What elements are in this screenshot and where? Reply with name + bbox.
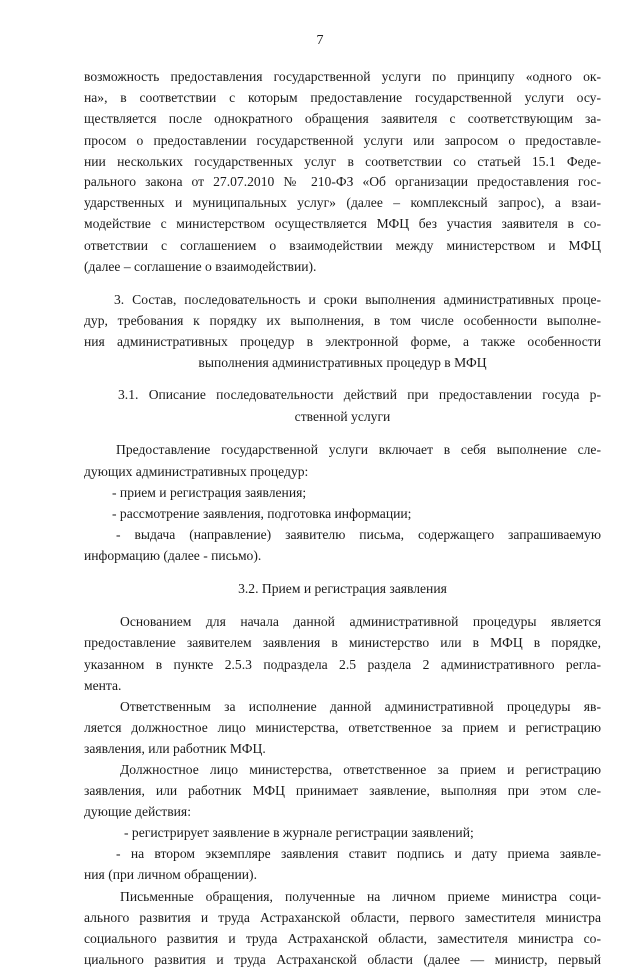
paragraph-line: (далее – соглашение о взаимодействии). <box>84 258 317 274</box>
paragraph-line: Должностное лицо министерства, ответственное за прием и регистрацию <box>120 761 601 777</box>
paragraph-line: модействие с министерством осуществляется МФЦ без участия заявителя в со- <box>84 216 601 232</box>
section-heading-line: выполнения административных процедур в МФЦ <box>198 355 487 371</box>
paragraph-line: заявления, или работник МФЦ принимает заявление, выполняя при этом сле- <box>84 782 601 798</box>
paragraph-line: ществляется после однократного обращения заявителя с соответствующим за- <box>84 111 601 127</box>
paragraph-line: информацию (далее - письмо). <box>84 548 262 564</box>
paragraph-line: на», в соответствии с которым предоставление государственной услуги осу- <box>84 90 601 106</box>
paragraph-line: дующих административных процедур: <box>84 463 309 479</box>
paragraph-line: просом о предоставлении государственной услуги или запросом о предоставле- <box>84 132 601 148</box>
paragraph-line: дующие действия: <box>84 803 191 819</box>
paragraph-line: Предоставление государственной услуги включает в себя выполнение сле- <box>116 442 601 458</box>
paragraph-line: Основанием для начала данной административной процедуры является <box>120 614 601 630</box>
paragraph-line: - на втором экземпляре заявления ставит подпись и дату приема заявле- <box>116 846 601 862</box>
section-heading-line: ственной услуги <box>294 408 391 424</box>
paragraph-line: - регистрирует заявление в журнале регистрации заявлений; <box>124 825 474 840</box>
paragraph-line: Письменные обращения, полученные на личном приеме министра соци- <box>120 888 601 904</box>
paragraph-line: Ответственным за исполнение данной административной процедуры яв- <box>120 698 601 714</box>
paragraph-line: - выдача (направление) заявителю письма, содержащего запрашиваемую <box>116 527 601 542</box>
paragraph-line: заявления, или работник МФЦ. <box>84 741 266 757</box>
paragraph-line: рального закона от 27.07.2010 № 210-ФЗ «Об организации предоставления гос- <box>84 174 601 189</box>
paragraph-line: указанном в пункте 2.5.3 подраздела 2.5 раздела 2 административного регла- <box>84 656 601 672</box>
section-heading-line: дур, требования к порядку их выполнения, в том числе особенности выполне- <box>84 312 601 328</box>
paragraph-line: возможность предоставления государственной услуги по принципу «одного ок- <box>84 69 601 84</box>
paragraph-line: - рассмотрение заявления, подготовка информации; <box>112 505 412 521</box>
paragraph-line: ального развития и труда Астраханской области, первого заместителя министра <box>84 909 601 925</box>
section-heading-line: 3.1. Описание последовательности действий при предоставлении госуда р- <box>118 387 601 403</box>
paragraph-line: - прием и регистрация заявления; <box>112 484 307 500</box>
section-heading-line: 3. Состав, последовательность и сроки выполнения административных проце- <box>114 291 601 307</box>
paragraph-line: социального развития и труда Астраханской области, заместителя министра со- <box>84 930 601 946</box>
paragraph-line: предоставление заявителем заявления в министерство или в МФЦ в порядке, <box>84 635 601 651</box>
paragraph-line: ляется должностное лицо министерства, ответственное за прием и регистрацию <box>84 720 601 735</box>
page-number: 7 <box>316 33 324 48</box>
paragraph-line: мента. <box>84 677 122 693</box>
paragraph-line: ударственных и муниципальных услуг» (далее – комплексный запрос), а взаи- <box>84 195 601 211</box>
section-heading-line: 3.2. Прием и регистрация заявления <box>238 581 447 597</box>
paragraph-line: ния (при личном обращении). <box>84 867 257 883</box>
paragraph-line: нии нескольких государственных услуг в соответствии со статьей 15.1 Феде- <box>84 153 601 169</box>
paragraph-line: ответствии с соглашением о взаимодействии между министерством и МФЦ <box>84 237 601 253</box>
section-heading-line: ния административных процедур в электронной форме, а также особенности <box>84 334 601 349</box>
paragraph-line: циального развития и труда Астраханской области (далее — министр, первый <box>84 952 601 967</box>
